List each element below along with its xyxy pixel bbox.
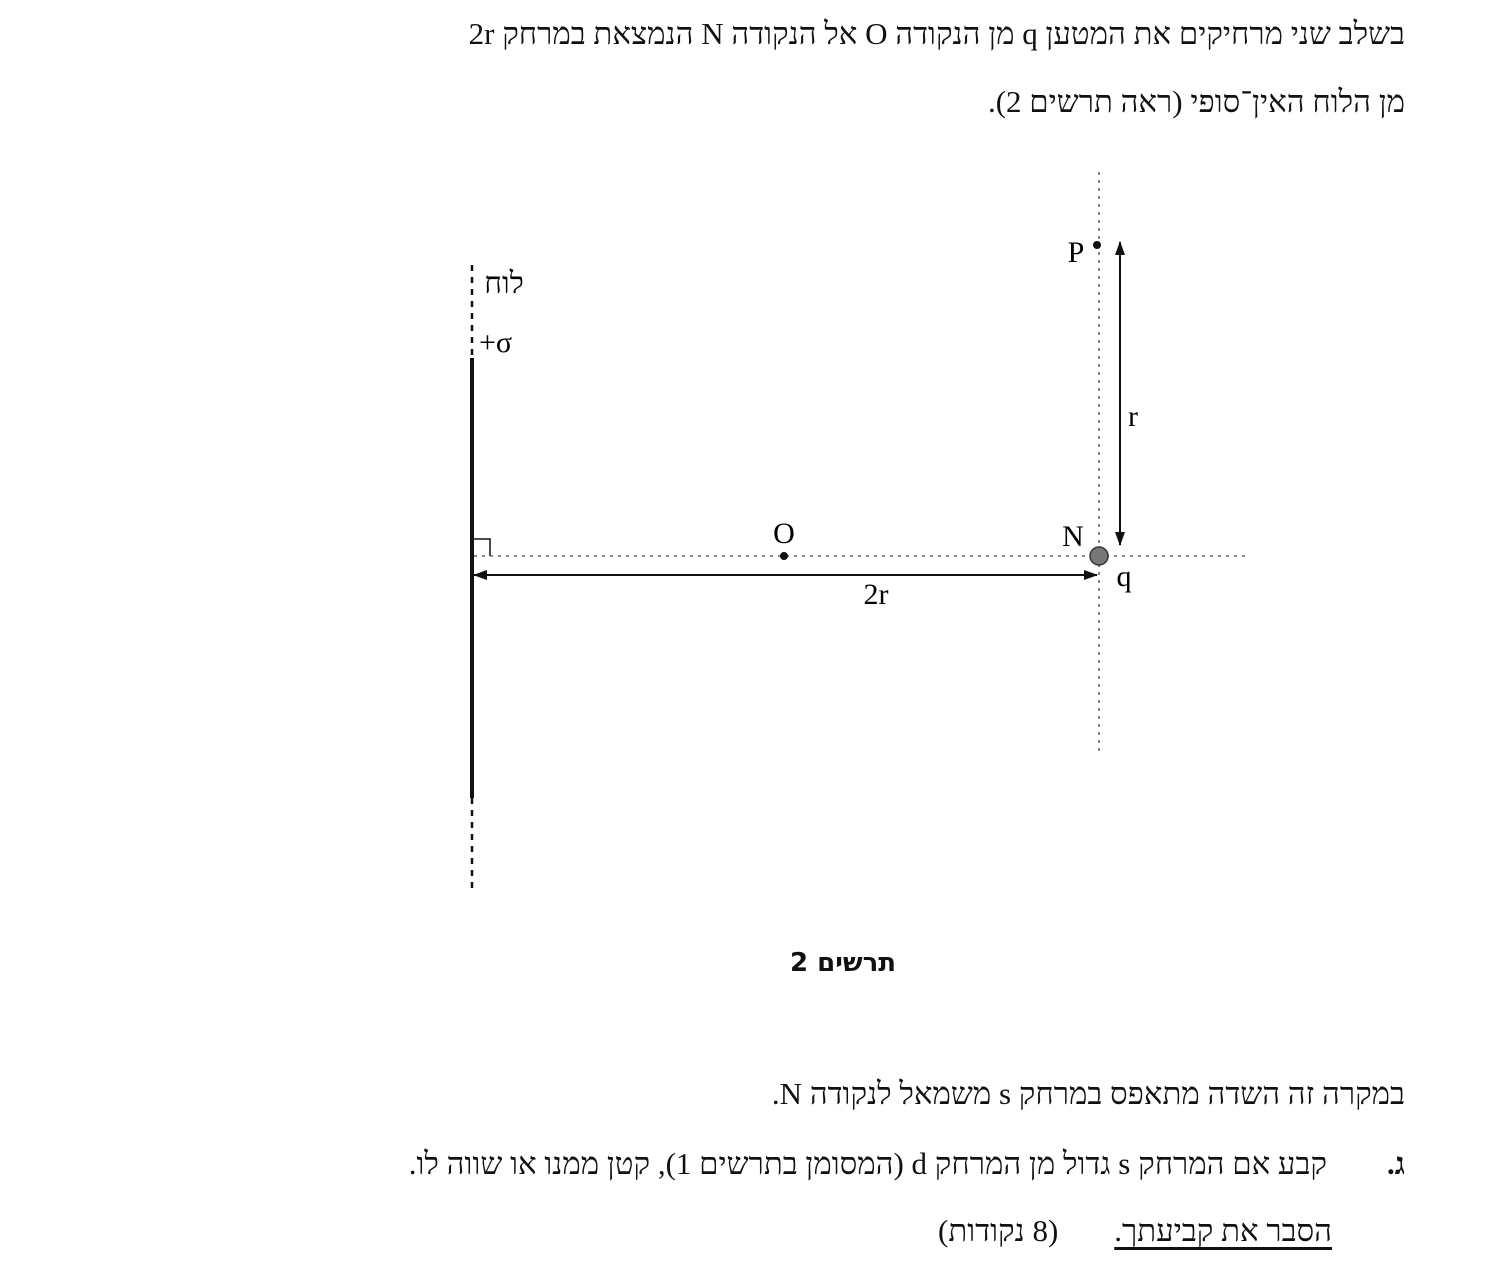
figure-caption: תרשים 2 bbox=[790, 948, 897, 978]
point-p-label: P bbox=[1067, 236, 1085, 269]
distance-2r-label: 2r bbox=[863, 578, 889, 611]
paragraph-line-2: מן הלוח האין־סופי (ראה תרשים 2). bbox=[987, 84, 1405, 119]
point-p-dot bbox=[1093, 241, 1101, 249]
charge-q-dot bbox=[1090, 547, 1108, 565]
question-g-text: קבע אם המרחק s גדול מן המרחק d (המסומן בתרשים 1), קטן ממנו או שווה לו. bbox=[408, 1146, 1328, 1181]
paragraph-line-1: בשלב שני מרחיקים את המטען q מן הנקודה O אל הנקודה N הנמצאת במרחק 2r bbox=[468, 16, 1405, 51]
section-letter: ג. bbox=[1387, 1146, 1405, 1181]
right-angle-marker bbox=[474, 539, 490, 556]
point-o-label: O bbox=[773, 517, 795, 550]
explain-line bbox=[938, 1215, 1332, 1246]
charge-q-label: q bbox=[1116, 560, 1132, 593]
sigma-label: +σ bbox=[479, 326, 513, 359]
point-n-label: N bbox=[1062, 520, 1084, 553]
explain-instruction: הסבר את קביעתך. bbox=[1114, 1213, 1332, 1248]
paragraph-line-3: במקרה זה השדה מתאפס במרחק s משמאל לנקודה N. bbox=[771, 1076, 1405, 1111]
point-o-dot bbox=[780, 552, 788, 560]
points-label: (8 נקודות) bbox=[938, 1213, 1059, 1248]
plate-label: לוח bbox=[484, 267, 524, 300]
question-g bbox=[409, 1148, 1405, 1179]
distance-r-label: r bbox=[1128, 400, 1138, 433]
